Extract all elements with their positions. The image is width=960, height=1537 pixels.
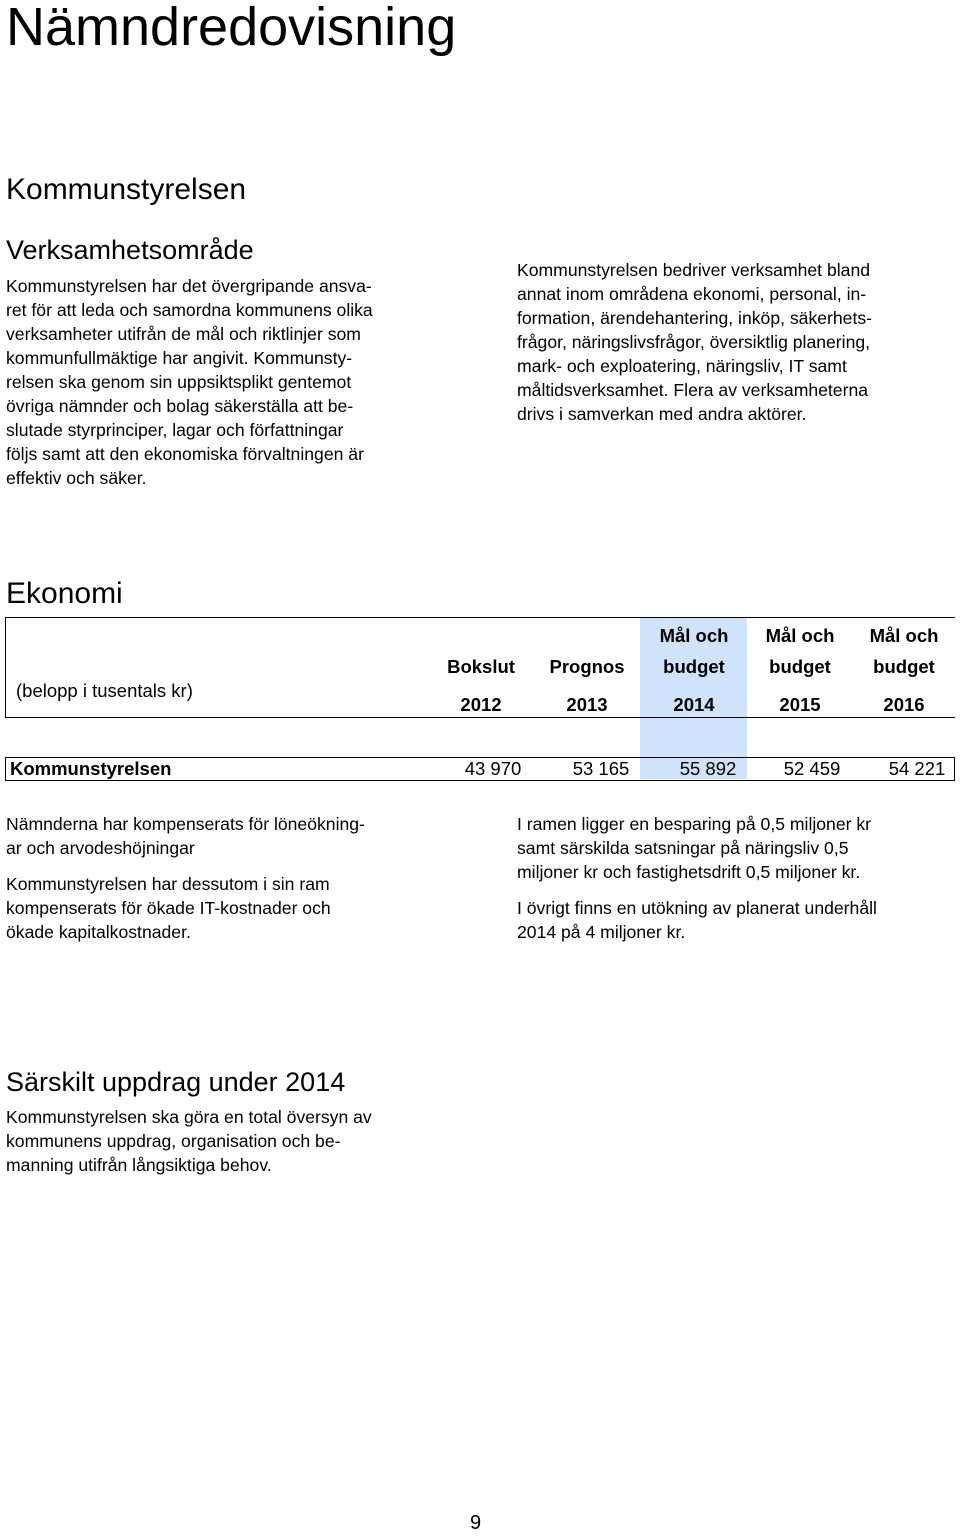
note-paragraph <box>6 812 365 860</box>
col-header-year: 2014 <box>673 694 715 715</box>
col-header-label: budget <box>769 656 831 677</box>
verksamhet-heading: Verksamhetsområde <box>6 235 254 265</box>
text-line: måltidsverksamhet. Flera av verksamheterna <box>517 380 869 400</box>
text-line: kommunens uppdrag, organisation och be- <box>6 1131 341 1151</box>
table-cell: 43 970 <box>464 758 522 779</box>
text-line: kompenserats för ökade IT-kostnader och <box>6 898 331 918</box>
col-header-year: 2013 <box>566 694 608 715</box>
col-header-label: Prognos <box>549 656 625 677</box>
col-header-label: budget <box>873 656 935 677</box>
text-line: ökade kapitalkostnader. <box>6 922 191 942</box>
text-line: I övrigt finns en utökning av planerat underhåll <box>517 898 877 918</box>
table-cell: 55 892 <box>679 758 737 779</box>
text-line: övriga nämnder och bolag säkerställa att be- <box>6 396 354 416</box>
text-line: verksamheter utifrån de mål och riktlinjer som <box>6 324 361 344</box>
note-paragraph <box>517 812 877 884</box>
text-line: Kommunstyrelsen ska göra en total översyn av <box>6 1107 372 1127</box>
text-line: annat inom områdena ekonomi, personal, in- <box>517 284 867 304</box>
verksamhet-right-paragraph <box>517 258 872 426</box>
text-line: effektiv och säker. <box>6 468 147 488</box>
text-line: I ramen ligger en besparing på 0,5 miljoner kr <box>517 814 872 834</box>
ekonomi-heading: Ekonomi <box>6 577 123 610</box>
text-line: Kommunstyrelsen har dessutom i sin ram <box>6 874 330 894</box>
note-paragraph <box>6 872 365 944</box>
row-name: Kommunstyrelsen <box>10 758 172 779</box>
text-line: följs samt att den ekonomiska förvaltningen är <box>6 444 364 464</box>
text-line: manning utifrån långsiktiga behov. <box>6 1155 272 1175</box>
text-line: samt särskilda satsningar på näringsliv 0,5 <box>517 838 849 858</box>
col-header-label: budget <box>663 656 725 677</box>
section-title: Kommunstyrelsen <box>6 173 247 206</box>
table-cell: 54 221 <box>888 758 946 779</box>
table-cell: 53 165 <box>572 758 630 779</box>
text-line: Kommunstyrelsen bedriver verksamhet bland <box>517 260 871 280</box>
text-line: mark- och exploatering, näringsliv, IT samt <box>517 356 847 376</box>
col-header-year: 2015 <box>779 694 821 715</box>
col-header-label: Mål och <box>765 625 835 646</box>
text-line: frågor, näringslivsfrågor, översiktlig planering, <box>517 332 871 352</box>
text-line: ar och arvodeshöjningar <box>6 838 195 858</box>
text-line: 2014 på 4 miljoner kr. <box>517 922 686 942</box>
text-line: drivs i samverkan med andra aktörer. <box>517 404 807 424</box>
text-line: relsen ska genom sin uppsiktsplikt gentemot <box>6 372 352 392</box>
col-header-label: Mål och <box>659 625 729 646</box>
note-paragraph <box>517 896 877 944</box>
text-line: kommunfullmäktige har angivit. Kommunsty- <box>6 348 353 368</box>
sarskilt-heading: Särskilt uppdrag under 2014 <box>6 1067 346 1097</box>
notes-right <box>517 812 877 944</box>
notes-left <box>6 812 365 944</box>
table-cell: 52 459 <box>783 758 841 779</box>
text-line: slutade styrprinciper, lagar och författningar <box>6 420 344 440</box>
sarskilt-paragraph <box>6 1105 372 1177</box>
text-line: miljoner kr och fastighetsdrift 0,5 miljoner kr. <box>517 862 861 882</box>
col-header-year: 2012 <box>460 694 502 715</box>
page-number: 9 <box>470 1512 482 1534</box>
text-line: ret för att leda och samordna kommunens olika <box>6 300 373 320</box>
text-line: Kommunstyrelsen har det övergripande ansva- <box>6 276 372 296</box>
col-header-year: 2016 <box>883 694 925 715</box>
unit-label: (belopp i tusentals kr) <box>16 680 193 701</box>
text-line: formation, ärendehantering, inköp, säkerhets- <box>517 308 873 328</box>
col-header-label: Mål och <box>869 625 939 646</box>
verksamhet-left-paragraph <box>6 274 373 490</box>
page-title: Nämndredovisning <box>6 0 457 57</box>
col-header-label: Bokslut <box>447 656 515 677</box>
text-line: Nämnderna har kompenserats för löneökning- <box>6 814 365 834</box>
